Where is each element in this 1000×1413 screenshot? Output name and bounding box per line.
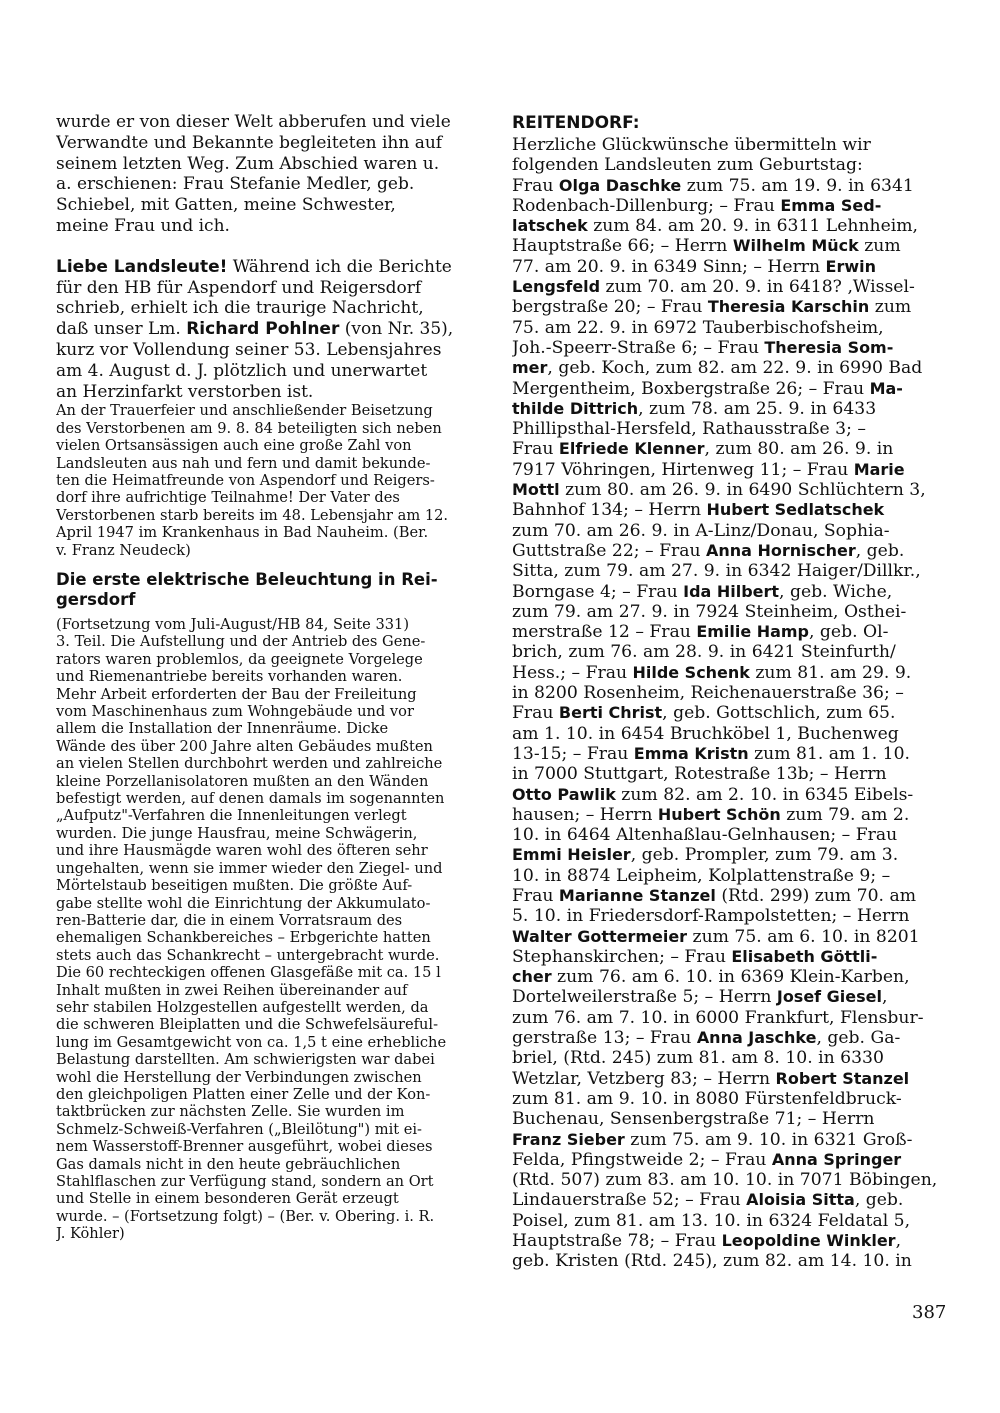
person-name: latschek bbox=[512, 216, 588, 236]
text-segment: 77. am 20. 9. in 6349 Sinn; – Herrn bbox=[512, 256, 826, 277]
text-segment: briel, (Rtd. 245) zum 81. am 8. 10. in 6330 bbox=[512, 1048, 884, 1069]
person-name: Marie bbox=[853, 459, 905, 479]
person-name: Anna Hornischer bbox=[706, 540, 856, 560]
text-segment: Hauptstraße 78; – Frau bbox=[512, 1231, 722, 1252]
text-segment: Phillipsthal-Hersfeld, Rathausstraße 3; – bbox=[512, 419, 866, 440]
text-line: wurde er von dieser Welt abberufen und viele bbox=[56, 112, 451, 132]
text-line bbox=[512, 399, 950, 419]
text-line bbox=[512, 500, 950, 520]
text-segment: Lindauerstraße 52; – Frau bbox=[512, 1190, 747, 1211]
text-segment: , zum 80. am 26. 9. in bbox=[704, 439, 894, 460]
text-segment: in 7000 Stuttgart, Rotestraße 13b; – Herrn bbox=[512, 764, 887, 785]
text-segment: zum 75. am 19. 9. in 6341 bbox=[681, 175, 914, 196]
text-segment: Wetzlar, Vetzberg 83; – Herrn bbox=[512, 1068, 776, 1089]
text-segment: Herzliche Glückwünsche übermitteln wir bbox=[512, 135, 871, 155]
text-line bbox=[512, 987, 950, 1007]
text-line bbox=[512, 866, 950, 886]
text-line: Schmelz-Schweiß-Verfahren („Bleilötung") mit ei- bbox=[56, 1120, 422, 1138]
text-line bbox=[512, 724, 950, 744]
text-segment: zum bbox=[858, 236, 901, 257]
text-line: Belastung darstellten. Am schwierigsten war dabei bbox=[56, 1051, 435, 1069]
text-line bbox=[512, 419, 950, 439]
text-segment: Borngase 4; – Frau bbox=[512, 581, 684, 602]
text-line bbox=[512, 460, 950, 480]
text-segment: (Rtd. 299) zum 70. am bbox=[715, 885, 917, 906]
text-segment: Frau bbox=[512, 175, 559, 196]
text-line: Stahlflaschen zur Verfügung stand, sondern an Ort bbox=[56, 1173, 434, 1191]
text-segment: zum 82. am 2. 10. in 6345 Eibels- bbox=[615, 784, 914, 805]
text-line: sehr stabilen Holzgestellen aufgestellt werden, da bbox=[56, 998, 429, 1016]
text-line bbox=[512, 927, 950, 947]
person-name: Elisabeth Göttli- bbox=[731, 946, 878, 966]
text-line: ehemaligen Schankbereiches – Erbgerichte hatten bbox=[56, 929, 431, 947]
person-name: Ida Hilbert bbox=[683, 581, 780, 601]
person-name: Berti Christ bbox=[558, 703, 663, 723]
text-segment: 7917 Vöhringen, Hirtenweg 11; – Frau bbox=[512, 459, 854, 480]
person-name: Ma- bbox=[869, 378, 903, 398]
text-segment: gerstraße 13; – Frau bbox=[512, 1028, 697, 1049]
text-line: Gas damals nicht in den heute gebräuchlichen bbox=[56, 1155, 401, 1173]
text-segment: zum 70. am 20. 9. in 6418? ‚Wissel- bbox=[600, 277, 915, 298]
text-segment: geb. Kristen (Rtd. 245), zum 82. am 14. 10. in bbox=[512, 1251, 912, 1272]
text-line: April 1947 im Krankenhaus in Bad Nauheim. (Ber. bbox=[56, 524, 429, 542]
text-line: ungehalten, wenn sie immer wieder den Ziegel- und bbox=[56, 859, 443, 877]
text-segment: Poisel, zum 81. am 13. 10. in 6324 Feldatal 5, bbox=[512, 1210, 911, 1231]
text-segment: , zum 78. am 25. 9. in 6433 bbox=[638, 398, 877, 419]
text-segment: brich, zum 76. am 28. 9. in 6421 Steinfurth/ bbox=[512, 642, 896, 663]
text-line bbox=[512, 1028, 950, 1048]
text-line: J. Köhler) bbox=[56, 1225, 125, 1243]
text-segment: 10. in 8874 Leipheim, Kolplattenstraße 9; – bbox=[512, 865, 891, 886]
text-line bbox=[512, 1048, 950, 1068]
text-line: an vielen Stellen durchbohrt werden und zahlreiche bbox=[56, 755, 443, 773]
text-line bbox=[512, 582, 950, 602]
text-line bbox=[512, 358, 950, 378]
text-line: Landsleuten aus nah und fern und damit bekunde- bbox=[56, 454, 431, 472]
text-line: kurz vor Vollendung seiner 53. Lebensjahres bbox=[56, 339, 442, 360]
text-segment: Frau bbox=[512, 439, 559, 460]
text-line: befestigt werden, auf denen damals im sogenannten bbox=[56, 790, 445, 808]
person-name: Robert Stanzel bbox=[775, 1068, 910, 1088]
text-line bbox=[512, 1089, 950, 1109]
person-name: Emma Sed- bbox=[780, 195, 882, 215]
text-segment: zum 81. am 1. 10. bbox=[748, 743, 911, 764]
text-line bbox=[512, 906, 950, 926]
text-line bbox=[512, 216, 950, 236]
text-segment: Frau bbox=[512, 885, 559, 906]
text-line bbox=[512, 703, 950, 723]
person-name: Mottl bbox=[512, 480, 560, 500]
text-line: des Verstorbenen am 9. 8. 84 beteiligten sich neben bbox=[56, 419, 442, 437]
text-segment: Felda, Pfingstweide 2; – Frau bbox=[512, 1149, 772, 1170]
text-line: am 4. August d. J. plötzlich und unerwartet bbox=[56, 360, 428, 381]
text-segment: merstraße 12 – Frau bbox=[512, 622, 697, 643]
text-line bbox=[512, 845, 950, 865]
left-column bbox=[56, 112, 491, 1243]
text-segment: Buchenau, Sensenbergstraße 71; – Herrn bbox=[512, 1109, 875, 1130]
text-line: stets auch das Schankrecht – untergebracht wurde. bbox=[56, 946, 440, 964]
text-line: und Stelle in einem besonderen Gerät erzeugt bbox=[56, 1190, 399, 1208]
person-name: Franz Sieber bbox=[512, 1129, 625, 1149]
text-line bbox=[56, 257, 491, 278]
person-name: Theresia Karschin bbox=[707, 297, 870, 317]
text-line bbox=[512, 338, 950, 358]
person-name: Hubert Schön bbox=[657, 804, 781, 824]
text-line: 3. Teil. Die Aufstellung und der Antrieb des Gene- bbox=[56, 633, 426, 651]
text-line bbox=[512, 196, 950, 216]
text-line bbox=[512, 176, 950, 196]
heading-line: Die erste elektrische Beleuchtung in Rei- bbox=[56, 570, 438, 590]
text-line: „Aufputz"-Verfahren die Innenleitungen verlegt bbox=[56, 807, 407, 825]
text-segment: , bbox=[881, 987, 888, 1008]
text-line bbox=[56, 319, 491, 340]
text-segment: zum 75. am 6. 10. in 8201 bbox=[687, 926, 920, 947]
person-name: Anna Jaschke bbox=[696, 1028, 817, 1048]
text-line: dorf ihre aufrichtige Teilnahme! Der Vater des bbox=[56, 489, 400, 507]
text-line bbox=[512, 379, 950, 399]
text-line bbox=[512, 622, 950, 642]
text-line bbox=[512, 947, 950, 967]
text-line: schrieb, erhielt ich die traurige Nachricht, bbox=[56, 298, 424, 319]
text-segment: 75. am 22. 9. in 6972 Tauberbischofsheim, bbox=[512, 317, 884, 338]
text-line: Verwandte und Bekannte begleiteten ihn auf bbox=[56, 132, 443, 153]
text-line bbox=[512, 744, 950, 764]
text-line bbox=[512, 135, 950, 155]
text-line bbox=[512, 1130, 950, 1150]
text-line: ten die Heimatfreunde von Aspendorf und Reigers- bbox=[56, 471, 435, 489]
text-segment: zum bbox=[869, 297, 912, 318]
text-line: rators waren problemlos, da geeignete Vorgelege bbox=[56, 650, 423, 668]
text-segment: daß unser Lm. bbox=[56, 319, 187, 340]
person-name: Lengsfeld bbox=[512, 277, 601, 297]
text-segment: zum 79. am 27. 9. in 7924 Steinheim, Osthei- bbox=[512, 601, 907, 622]
text-line bbox=[512, 155, 950, 175]
person-name: Aloisia Sitta bbox=[746, 1190, 855, 1210]
text-line: v. Franz Neudeck) bbox=[56, 541, 191, 559]
text-line: wurde. – (Fortsetzung folgt) – (Ber. v. Obering. i. R. bbox=[56, 1207, 435, 1225]
article-heading bbox=[56, 570, 491, 616]
text-segment: Frau bbox=[512, 703, 559, 724]
text-line: lung im Gesamtgewicht von ca. 1,5 t eine erhebliche bbox=[56, 1033, 447, 1051]
salutation: Liebe Landsleute! bbox=[56, 256, 228, 277]
text-segment: , bbox=[895, 1231, 902, 1252]
text-line bbox=[512, 297, 950, 317]
text-line bbox=[512, 1211, 950, 1231]
text-segment: Hauptstraße 66; – Herrn bbox=[512, 236, 733, 257]
text-line: nem Wasserstoff-Brenner ausgeführt, wobei dieses bbox=[56, 1138, 433, 1156]
reitendorf-heading: REITENDORF: bbox=[512, 113, 640, 133]
text-line bbox=[512, 1008, 950, 1028]
page-number: 387 bbox=[912, 1302, 947, 1323]
person-name: Hubert Sedlatschek bbox=[706, 500, 885, 520]
text-segment: Hess.; – Frau bbox=[512, 662, 633, 683]
text-line bbox=[512, 1231, 950, 1251]
text-segment: am 1. 10. in 6454 Bruchköbel 1, Buchenweg bbox=[512, 723, 899, 744]
person-name: mer bbox=[512, 358, 548, 378]
person-name: Olga Daschke bbox=[558, 175, 682, 195]
text-line bbox=[512, 561, 950, 581]
text-segment: 5. 10. in Friedersdorf-Rampolstetten; – Herrn bbox=[512, 906, 910, 927]
text-segment: , geb. bbox=[855, 540, 905, 561]
text-line: Wände des über 200 Jahre alten Gebäudes mußten bbox=[56, 737, 433, 755]
text-line bbox=[512, 1109, 950, 1129]
text-segment: zum 76. am 6. 10. in 6369 Klein-Karben, bbox=[551, 967, 910, 988]
text-line bbox=[512, 480, 950, 500]
text-segment: (Rtd. 507) zum 83. am 10. 10. in 7071 Böbingen, bbox=[512, 1170, 938, 1191]
text-line bbox=[512, 967, 950, 987]
text-segment: zum 81. am 29. 9. bbox=[749, 662, 912, 683]
text-line bbox=[512, 805, 950, 825]
person-name: Otto Pawlik bbox=[512, 784, 616, 804]
text-line: den gleichpoligen Platten einer Zelle und der Kon- bbox=[56, 1085, 431, 1103]
text-line: die schweren Bleiplatten und die Schwefelsäureful- bbox=[56, 1016, 439, 1034]
person-name: cher bbox=[512, 967, 552, 987]
text-segment: Stephanskirchen; – Frau bbox=[512, 946, 732, 967]
text-line: vom Maschinenhaus zum Wohngebäude und vor bbox=[56, 703, 414, 721]
text-line: und ihre Hausmägde waren wohl des öfteren sehr bbox=[56, 842, 428, 860]
text-segment: (von Nr. 35), bbox=[339, 319, 454, 340]
text-line bbox=[512, 1069, 950, 1089]
text-line: Mehr Arbeit erforderten der Bau der Freileitung bbox=[56, 685, 417, 703]
person-name: Theresia Som- bbox=[764, 337, 894, 357]
obituary-intro bbox=[56, 112, 491, 237]
article-body bbox=[56, 616, 491, 1243]
text-line bbox=[512, 825, 950, 845]
text-line bbox=[512, 886, 950, 906]
text-line: meine Frau und ich. bbox=[56, 215, 230, 236]
text-line: seinem letzten Weg. Zum Abschied waren u. bbox=[56, 153, 440, 174]
letter-paragraph bbox=[56, 257, 491, 403]
person-name: Hilde Schenk bbox=[632, 662, 750, 682]
text-line: gabe stellte wohl die Einrichtung der Akkumulato- bbox=[56, 894, 431, 912]
text-line: wurden. Die junge Hausfrau, meine Schwägerin, bbox=[56, 824, 418, 842]
person-name: Anna Springer bbox=[771, 1149, 902, 1169]
heading-line: gersdorf bbox=[56, 590, 136, 610]
text-segment: hausen; – Herrn bbox=[512, 804, 658, 825]
right-column bbox=[512, 112, 950, 1272]
text-line: Mörtelstaub beseitigen mußten. Die größte Auf- bbox=[56, 877, 413, 895]
text-line bbox=[512, 683, 950, 703]
text-segment: zum 79. am 2. bbox=[780, 804, 910, 825]
text-line bbox=[512, 1170, 950, 1190]
text-line bbox=[512, 521, 950, 541]
text-line: Inhalt mußten in zwei Reihen übereinander auf bbox=[56, 981, 408, 999]
text-line bbox=[512, 236, 950, 256]
text-line bbox=[512, 541, 950, 561]
text-line bbox=[512, 277, 950, 297]
text-line: an Herzinfarkt verstorben ist. bbox=[56, 381, 314, 402]
person-name: Emma Kristn bbox=[633, 743, 749, 763]
text-line bbox=[512, 785, 950, 805]
text-segment: Guttstraße 22; – Frau bbox=[512, 540, 707, 561]
person-name: Marianne Stanzel bbox=[558, 885, 716, 905]
text-line: allem die Installation der Innenräume. Dicke bbox=[56, 720, 389, 738]
text-segment: Rodenbach-Dillenburg; – Frau bbox=[512, 195, 781, 216]
text-segment: Joh.-Speerr-Straße 6; – Frau bbox=[512, 337, 765, 358]
text-segment: bergstraße 20; – Frau bbox=[512, 297, 708, 318]
text-line: kleine Porzellanisolatoren mußten an den Wänden bbox=[56, 772, 429, 790]
text-segment: zum 80. am 26. 9. in 6490 Schlüchtern 3, bbox=[559, 480, 926, 501]
text-segment: , geb. Wiche, bbox=[779, 581, 893, 602]
text-line bbox=[512, 1150, 950, 1170]
text-segment: zum 70. am 26. 9. in A-Linz/Donau, Sophia- bbox=[512, 520, 890, 541]
text-segment: zum 75. am 9. 10. in 6321 Groß- bbox=[624, 1129, 913, 1150]
person-name: Emilie Hamp bbox=[696, 622, 809, 642]
text-line bbox=[512, 764, 950, 784]
text-line bbox=[512, 318, 950, 338]
text-segment: , geb. Koch, zum 82. am 22. 9. in 6990 Bad bbox=[547, 358, 923, 379]
text-segment: zum 81. am 9. 10. in 8080 Fürstenfeldbruck- bbox=[512, 1088, 902, 1109]
text-segment: folgenden Landsleuten zum Geburtstag: bbox=[512, 155, 863, 176]
text-line: und Riemenantriebe bereits vorhanden waren. bbox=[56, 668, 403, 686]
person-name: Wilhelm Mück bbox=[732, 236, 859, 256]
text-line: Verstorbenen starb bereits im 48. Lebensjahr am 12. bbox=[56, 506, 449, 524]
person-name: Walter Gottermeier bbox=[512, 926, 688, 946]
text-line: vielen Ortsansässigen auch eine große Zahl von bbox=[56, 437, 412, 455]
birthday-list bbox=[512, 135, 950, 1272]
text-line: An der Trauerfeier und anschließender Beisetzung bbox=[56, 402, 433, 420]
person-name: Richard Pohlner bbox=[186, 319, 340, 340]
text-segment: 13-15; – Frau bbox=[512, 743, 634, 764]
text-line bbox=[512, 642, 950, 662]
text-line bbox=[512, 1251, 950, 1271]
text-line bbox=[512, 602, 950, 622]
text-segment: zum 76. am 7. 10. in 6000 Frankfurt, Flensbur- bbox=[512, 1007, 924, 1028]
text-segment: , geb. Ol- bbox=[809, 622, 889, 643]
text-segment: , geb. bbox=[854, 1190, 904, 1211]
text-segment: , geb. Ga- bbox=[816, 1028, 901, 1049]
text-segment: , geb. Gottschlich, zum 65. bbox=[662, 703, 896, 724]
text-segment: zum 84. am 20. 9. in 6311 Lehnheim, bbox=[587, 216, 919, 237]
funeral-paragraph bbox=[56, 402, 491, 559]
text-line: ren-Batterie dar, die in einem Vorratsraum des bbox=[56, 911, 403, 929]
person-name: Josef Giesel bbox=[776, 987, 882, 1007]
text-line: wohl die Herstellung der Verbindungen zwischen bbox=[56, 1068, 422, 1086]
person-name: Leopoldine Winkler bbox=[721, 1231, 896, 1251]
text-line: (Fortsetzung vom Juli-August/HB 84, Seite 331) bbox=[56, 616, 410, 634]
text-segment: in 8200 Rosenheim, Reichenauerstraße 36; – bbox=[512, 683, 904, 704]
text-segment: Dortelweilerstraße 5; – Herrn bbox=[512, 987, 777, 1008]
text-segment: Bahnhof 134; – Herrn bbox=[512, 500, 707, 521]
text-line: a. erschienen: Frau Stefanie Medler, geb. bbox=[56, 174, 415, 195]
person-name: Emmi Heisler bbox=[512, 845, 631, 865]
text-line: für den HB für Aspendorf und Reigersdorf bbox=[56, 277, 422, 298]
text-line bbox=[512, 663, 950, 683]
text-line: Die 60 rechteckigen offenen Glasgefäße mit ca. 15 l bbox=[56, 964, 441, 982]
text-line: Schiebel, mit Gatten, meine Schwester, bbox=[56, 195, 396, 216]
text-segment: Während ich die Berichte bbox=[227, 256, 452, 277]
text-segment: Sitta, zum 79. am 27. 9. in 6342 Haiger/Dillkr., bbox=[512, 561, 921, 582]
person-name: Elfriede Klenner bbox=[558, 439, 705, 459]
text-line bbox=[512, 1190, 950, 1210]
text-line: taktbrücken zur nächsten Zelle. Sie wurden im bbox=[56, 1103, 405, 1121]
person-name: thilde Dittrich bbox=[512, 398, 639, 418]
text-segment: , geb. Prompler, zum 79. am 3. bbox=[630, 845, 899, 866]
text-segment: 10. in 6464 Altenhaßlau-Gelnhausen; – Frau bbox=[512, 825, 898, 846]
text-segment: Mergentheim, Boxbergstraße 26; – Frau bbox=[512, 378, 870, 399]
text-line bbox=[512, 257, 950, 277]
person-name: Erwin bbox=[825, 256, 876, 276]
text-line bbox=[512, 439, 950, 459]
